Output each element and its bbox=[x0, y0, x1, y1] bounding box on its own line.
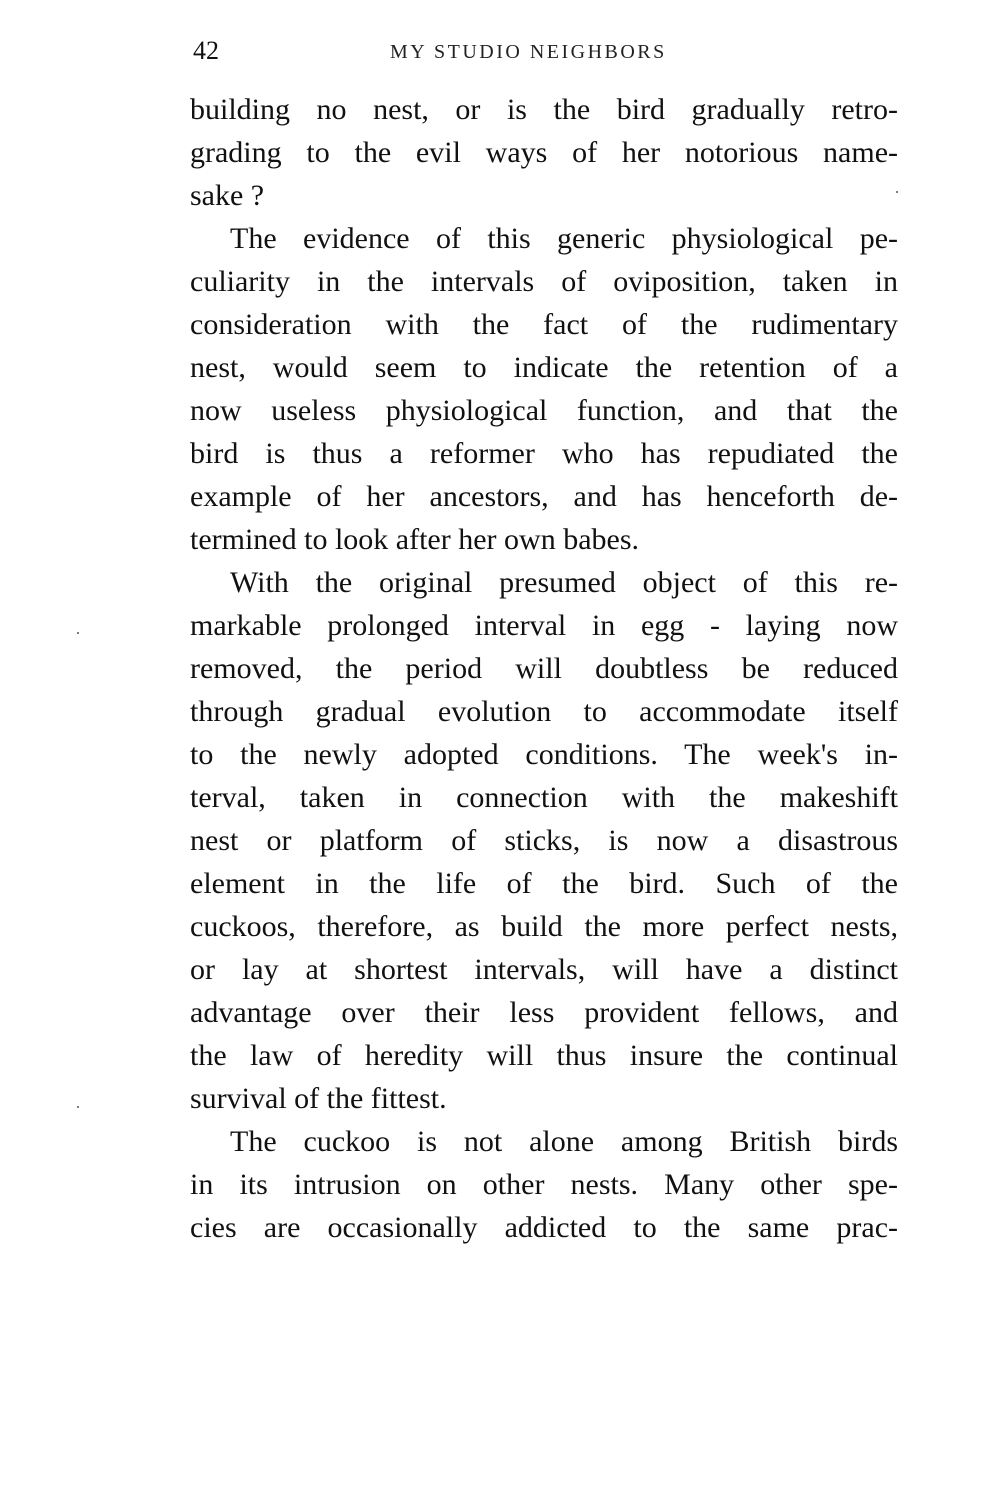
text-line: through gradual evolution to accommodate itself bbox=[190, 695, 898, 728]
text-line: bird is thus a reformer who has repudiated the bbox=[190, 437, 898, 470]
text-line: building no nest, or is the bird gradually retro- bbox=[190, 93, 898, 126]
text-line: termined to look after her own babes. bbox=[190, 523, 640, 556]
text-line: terval, taken in connection with the makeshift bbox=[190, 781, 898, 814]
text-line: now useless physiological function, and that the bbox=[190, 394, 898, 427]
text-line: or lay at shortest intervals, will have a distinct bbox=[190, 953, 898, 986]
text-line: The cuckoo is not alone among British birds bbox=[230, 1125, 898, 1158]
text-line: nest or platform of sticks, is now a disastrous bbox=[190, 824, 898, 857]
page-number: 42 bbox=[193, 36, 219, 65]
text-line: element in the life of the bird. Such of the bbox=[190, 867, 898, 900]
paragraph bbox=[190, 1120, 898, 1249]
paragraph bbox=[190, 217, 898, 561]
paragraph bbox=[190, 561, 898, 1120]
text-line: in its intrusion on other nests. Many other spe- bbox=[190, 1168, 898, 1201]
text-line: nest, would seem to indicate the retention of a bbox=[190, 351, 898, 384]
page-header bbox=[193, 36, 905, 66]
text-line: sake ? bbox=[190, 179, 265, 212]
text-line: the law of heredity will thus insure the continual bbox=[190, 1039, 898, 1072]
paragraph bbox=[190, 88, 898, 217]
text-line: example of her ancestors, and has henceforth de- bbox=[190, 480, 898, 513]
text-line: grading to the evil ways of her notorious name- bbox=[190, 136, 898, 169]
text-line: to the newly adopted conditions. The week's in- bbox=[190, 738, 898, 771]
text-line: removed, the period will doubtless be reduced bbox=[190, 652, 898, 685]
text-line: culiarity in the intervals of oviposition, taken in bbox=[190, 265, 898, 298]
text-line: markable prolonged interval in egg - laying now bbox=[190, 609, 898, 642]
scan-speck bbox=[896, 191, 898, 193]
running-title: MY STUDIO NEIGHBORS bbox=[390, 41, 667, 63]
scan-speck bbox=[77, 1106, 79, 1108]
text-line: cies are occasionally addicted to the same prac- bbox=[190, 1211, 898, 1244]
body-text bbox=[190, 88, 898, 1249]
scan-speck bbox=[77, 632, 79, 634]
text-line: cuckoos, therefore, as build the more perfect nests, bbox=[190, 910, 898, 943]
text-line: advantage over their less provident fellows, and bbox=[190, 996, 898, 1029]
text-line: survival of the fittest. bbox=[190, 1082, 447, 1115]
text-line: consideration with the fact of the rudimentary bbox=[190, 308, 898, 341]
text-line: With the original presumed object of this re- bbox=[230, 566, 898, 599]
text-line: The evidence of this generic physiological pe- bbox=[230, 222, 898, 255]
